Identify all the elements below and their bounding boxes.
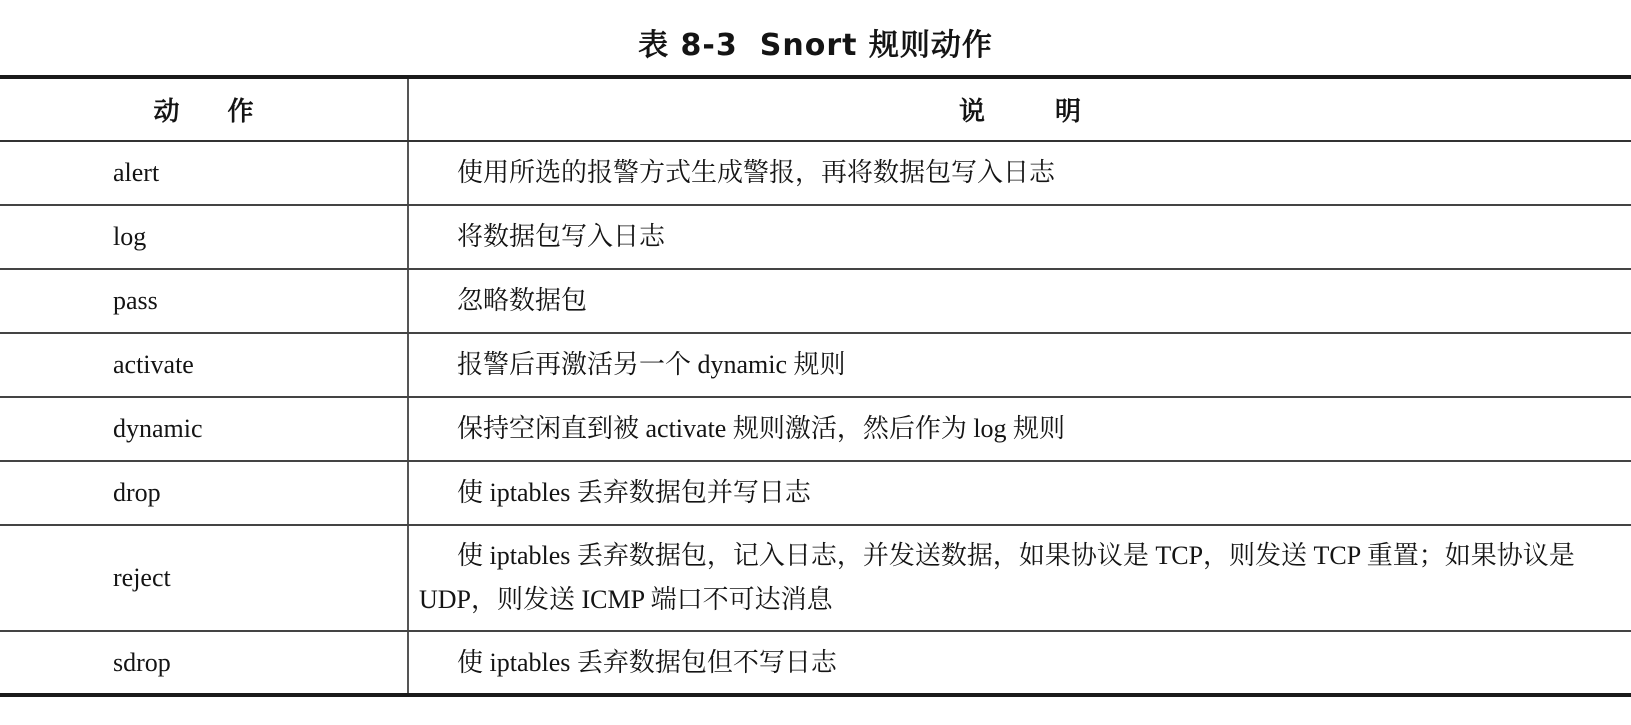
action-cell: drop — [0, 461, 408, 525]
description-cell: 使用所选的报警方式生成警报，再将数据包写入日志 — [408, 141, 1631, 205]
description-cell: 忽略数据包 — [408, 269, 1631, 333]
table-row — [0, 205, 1631, 269]
description-cell: 使 iptables 丢弃数据包但不写日志 — [408, 631, 1631, 695]
description-cell: 使 iptables 丢弃数据包，记入日志，并发送数据，如果协议是 TCP，则发送 TCP 重置；如果协议是 UDP，则发送 ICMP 端口不可达消息 — [408, 525, 1631, 631]
table-row — [0, 525, 1631, 631]
action-cell: alert — [0, 141, 408, 205]
header-action: 动作 — [0, 77, 408, 141]
table-row — [0, 333, 1631, 397]
header-row — [0, 77, 1631, 141]
table-row — [0, 397, 1631, 461]
action-cell: dynamic — [0, 397, 408, 461]
description-cell: 将数据包写入日志 — [408, 205, 1631, 269]
table-row — [0, 269, 1631, 333]
header-description: 说明 — [408, 77, 1631, 141]
action-cell: activate — [0, 333, 408, 397]
snort-rule-actions-table — [0, 75, 1631, 697]
action-cell: pass — [0, 269, 408, 333]
description-cell: 使 iptables 丢弃数据包并写日志 — [408, 461, 1631, 525]
description-cell: 报警后再激活另一个 dynamic 规则 — [408, 333, 1631, 397]
action-cell: log — [0, 205, 408, 269]
table-number: 表 8-3 — [638, 28, 738, 63]
table-row — [0, 141, 1631, 205]
table-title: Snort 规则动作 — [759, 28, 993, 63]
description-cell: 保持空闲直到被 activate 规则激活，然后作为 log 规则 — [408, 397, 1631, 461]
action-cell: reject — [0, 525, 408, 631]
table-caption — [0, 20, 1631, 64]
action-cell: sdrop — [0, 631, 408, 695]
table-row — [0, 631, 1631, 695]
table-row — [0, 461, 1631, 525]
